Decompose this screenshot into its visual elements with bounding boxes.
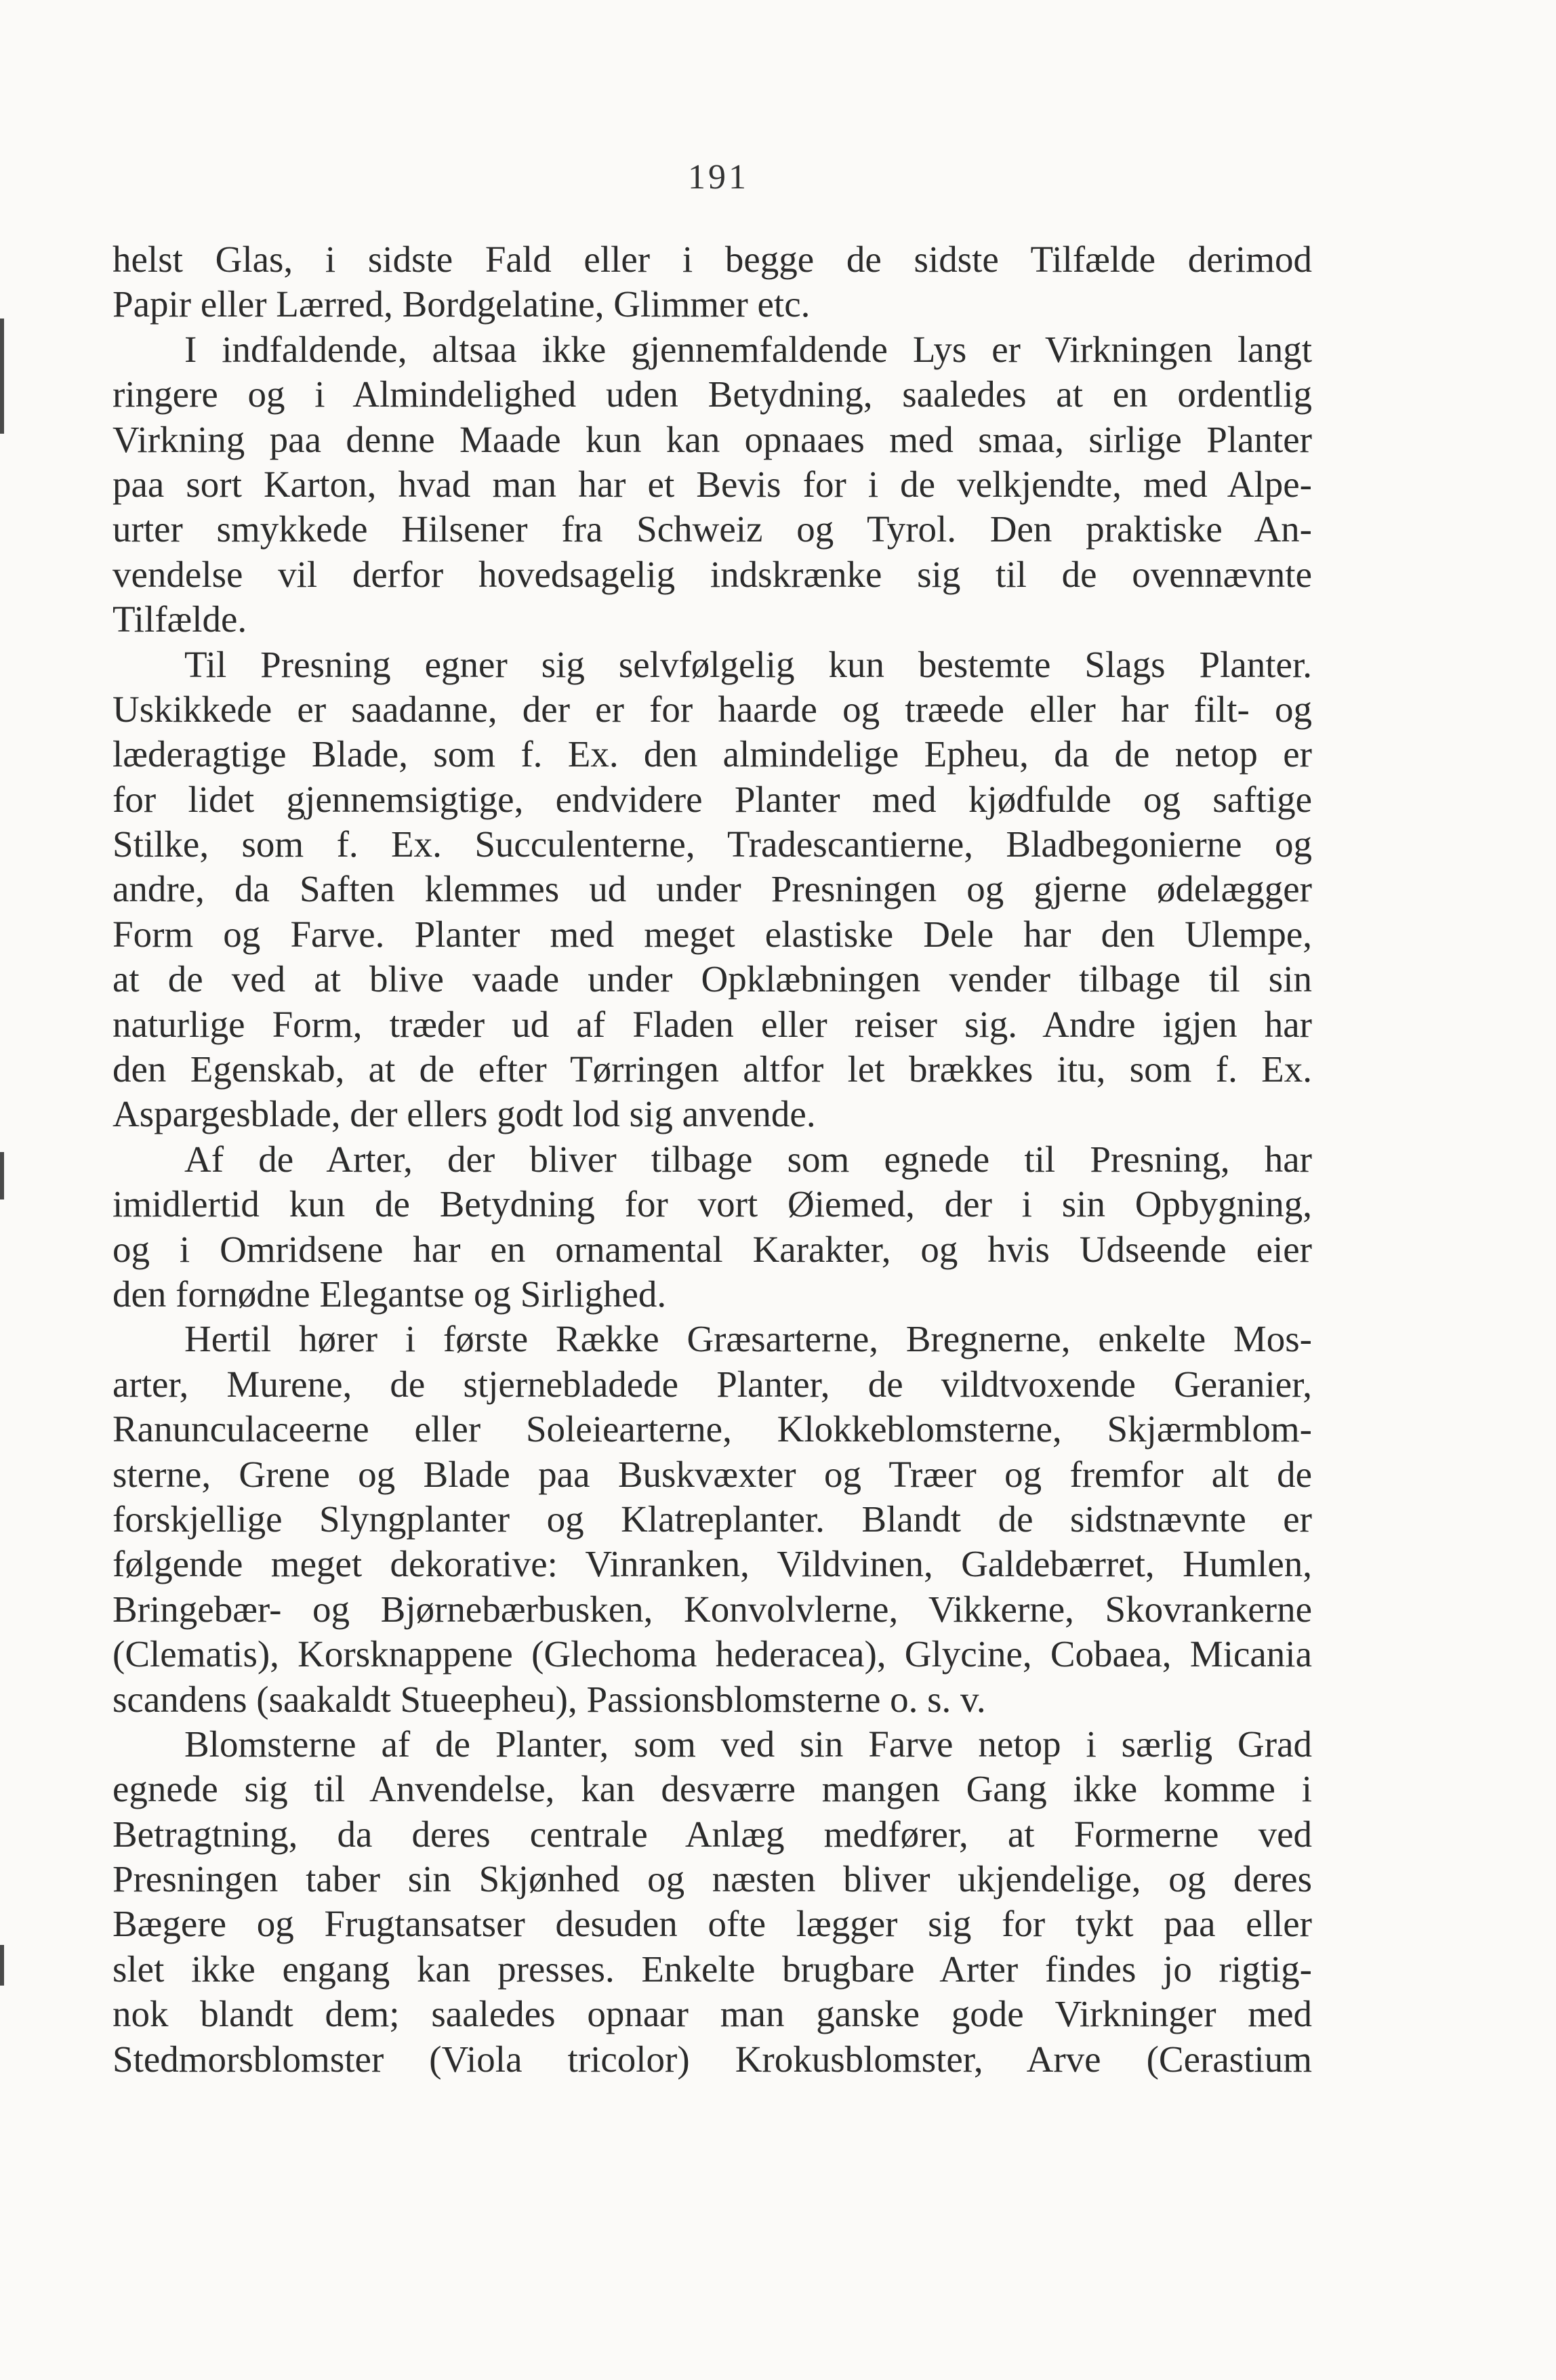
text-line: den Egenskab, at de efter Tørringen altfor let brækkes itu, som f. Ex. — [112, 1048, 1312, 1090]
text-line: Bægere og Frugtansatser desuden ofte lægger sig for tykt paa eller — [112, 1903, 1312, 1945]
text-line: forskjellige Slyngplanter og Klatreplanter. Blandt de sidstnævnte er — [112, 1498, 1312, 1540]
text-line: slet ikke engang kan presses. Enkelte brugbare Arter findes jo rigtig- — [112, 1948, 1312, 1990]
text-line: Blomsterne af de Planter, som ved sin Farve netop i særlig Grad — [184, 1723, 1312, 1765]
text-line: Af de Arter, der bliver tilbage som egnede til Presning, har — [184, 1138, 1312, 1180]
text-line: urter smykkede Hilsener fra Schweiz og Tyrol. Den praktiske An- — [112, 508, 1312, 550]
text-line: Stedmorsblomster (Viola tricolor) Krokusblomster, Arve (Cerastium — [112, 2038, 1312, 2080]
text-line: helst Glas, i sidste Fald eller i begge de sidste Tilfælde derimod — [112, 239, 1312, 280]
text-line: nok blandt dem; saaledes opnaar man ganske gode Virkninger med — [112, 1993, 1312, 2035]
text-line: Aspargesblade, der ellers godt lod sig anvende. — [112, 1093, 816, 1135]
text-line: sterne, Grene og Blade paa Buskvæxter og Træer og fremfor alt de — [112, 1453, 1312, 1495]
text-line: Betragtning, da deres centrale Anlæg medfører, at Formerne ved — [112, 1813, 1312, 1855]
text-line: Papir eller Lærred, Bordgelatine, Glimmer etc. — [112, 283, 811, 325]
text-line: Ranunculaceerne eller Soleiearterne, Klokkeblomsterne, Skjærmblom- — [112, 1408, 1312, 1450]
text-line: Til Presning egner sig selvfølgelig kun bestemte Slags Planter. — [184, 643, 1312, 685]
text-line: Tilfælde. — [112, 598, 247, 640]
text-line: egnede sig til Anvendelse, kan desværre mangen Gang ikke komme i — [112, 1768, 1312, 1810]
binding-edge-mark — [0, 319, 4, 434]
text-line: at de ved at blive vaade under Opklæbningen vender tilbage til sin — [112, 958, 1312, 1000]
text-line: den fornødne Elegantse og Sirlighed. — [112, 1273, 667, 1315]
text-line: arter, Murene, de stjernebladede Planter, de vildtvoxende Geranier, — [112, 1363, 1312, 1405]
page-number: 191 — [688, 158, 749, 197]
text-line: Bringebær- og Bjørnebærbusken, Konvolvlerne, Vikkerne, Skovrankerne — [112, 1588, 1312, 1630]
text-line: imidlertid kun de Betydning for vort Øiemed, der i sin Opbygning, — [112, 1183, 1312, 1225]
text-line: paa sort Karton, hvad man har et Bevis for i de velkjendte, med Alpe- — [112, 463, 1312, 505]
binding-edge-mark — [0, 1945, 4, 1986]
text-line: og i Omridsene har en ornamental Karakter, og hvis Udseende eier — [112, 1228, 1312, 1270]
text-line: Virkning paa denne Maade kun kan opnaaes med smaa, sirlige Planter — [112, 418, 1312, 460]
text-line: I indfaldende, altsaa ikke gjennemfaldende Lys er Virkningen langt — [184, 328, 1312, 370]
text-line: Form og Farve. Planter med meget elastiske Dele har den Ulempe, — [112, 913, 1312, 955]
text-line: vendelse vil derfor hovedsagelig indskrænke sig til de ovennævnte — [112, 553, 1312, 595]
text-line: Hertil hører i første Række Græsarterne, Bregnerne, enkelte Mos- — [184, 1318, 1312, 1360]
text-line: følgende meget dekorative: Vinranken, Vildvinen, Galdebærret, Humlen, — [112, 1543, 1312, 1585]
text-line: (Clematis), Korsknappene (Glechoma hederacea), Glycine, Cobaea, Micania — [112, 1633, 1312, 1675]
text-line: andre, da Saften klemmes ud under Presningen og gjerne ødelægger — [112, 868, 1312, 910]
binding-edge-mark — [0, 1152, 4, 1199]
text-line: for lidet gjennemsigtige, endvidere Planter med kjødfulde og saftige — [112, 778, 1312, 820]
body-text — [112, 237, 1312, 2082]
text-line: naturlige Form, træder ud af Fladen eller reiser sig. Andre igjen har — [112, 1003, 1312, 1045]
text-line: læderagtige Blade, som f. Ex. den almindelige Epheu, da de netop er — [112, 733, 1312, 775]
text-line: scandens (saakaldt Stueepheu), Passionsblomsterne o. s. v. — [112, 1678, 986, 1720]
text-line: Stilke, som f. Ex. Succulenterne, Tradescantierne, Bladbegonierne og — [112, 823, 1312, 865]
text-line: ringere og i Almindelighed uden Betydning, saaledes at en ordentlig — [112, 373, 1312, 415]
text-line: Uskikkede er saadanne, der er for haarde og træede eller har filt- og — [112, 688, 1312, 730]
text-line: Presningen taber sin Skjønhed og næsten bliver ukjendelige, og deres — [112, 1858, 1312, 1900]
